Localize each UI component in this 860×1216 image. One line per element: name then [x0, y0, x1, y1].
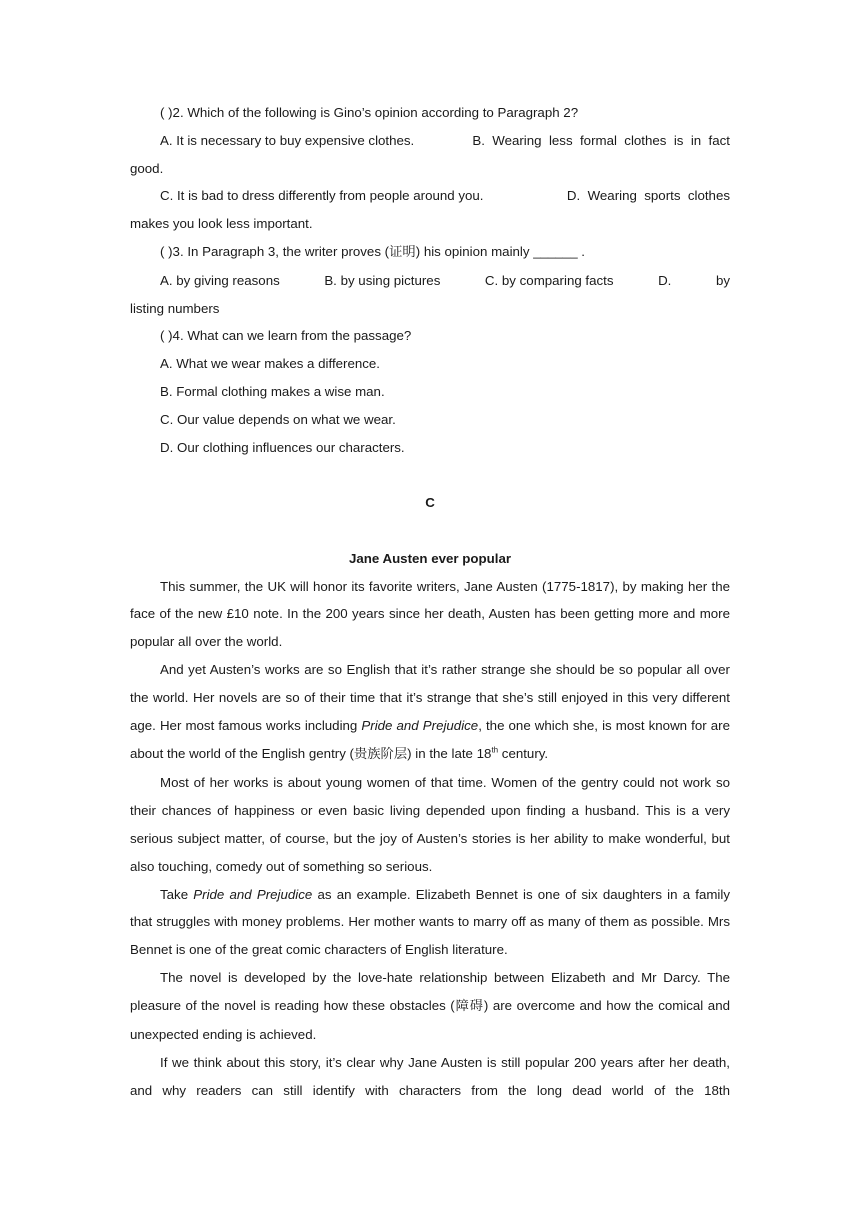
question-2-option-c: C. It is bad to dress differently from people around you.: [160, 188, 484, 204]
article-p2-superscript: th: [491, 745, 499, 755]
article-paragraph-4: [130, 881, 730, 965]
article-p5-text-b: ) are overcome and how the comical and unexpected ending is achieved.: [130, 998, 730, 1043]
article-paragraph-6: If we think about this story, it’s clear why Jane Austen is still popular 200 years after her death, and why readers can still identify with characters from the long dead world of the 18th: [130, 1054, 730, 1098]
question-3-option-d: D.: [658, 272, 672, 288]
article-paragraph-2: [130, 656, 730, 769]
article-p2-text-b: , the one which she, is most known for are about the world of the English gentry (: [130, 718, 730, 761]
article-p5-cjk-gloss: 障碍: [454, 999, 484, 1015]
article-p5-text-a: The novel is developed by the love-hate relationship between Elizabeth and Mr Darcy. The pleasure of the novel is reading how these obstacles (: [130, 970, 730, 1014]
article-p2-cjk-gloss: 贵族阶层: [353, 746, 408, 762]
article-title: Jane Austen ever popular: [348, 550, 512, 566]
article-p4-book-title: Pride and Prejudice: [193, 886, 313, 902]
article-p2-book-title: Pride and Prejudice: [361, 718, 479, 734]
question-4-option-c: C. Our value depends on what we wear.: [160, 411, 396, 427]
question-2-option-b: B. Wearing less formal clothes is in fact: [472, 132, 730, 148]
question-3-option-d-cont: listing numbers: [130, 300, 220, 316]
article-p4-text-a: Take: [160, 886, 194, 902]
article-paragraph-5: [130, 964, 730, 1049]
article-p2-text-c: ) in the late 18: [407, 745, 492, 761]
article-p2-text-a: And yet Austen’s works are so English that it’s rather strange she should be so popular all over the world. Her novels are so of their time that it’s strange that she’s still enjoyed in this very different age. Her most famous works including: [130, 662, 730, 734]
question-3-stem-cjk: 证明: [389, 244, 416, 260]
question-3-option-b: B. by using pictures: [324, 272, 441, 288]
question-3-options: [130, 267, 730, 295]
article-p4-text-b: as an example. Elizabeth Bennet is one of six daughters in a family that struggles with money problems. Her mother wants to marry off as many of them as possible. Mrs Bennet is one of the great comic characters of English literature.: [130, 886, 730, 958]
section-label: C: [425, 495, 435, 511]
question-4-option-a: A. What we wear makes a difference.: [160, 356, 380, 372]
question-3-option-d-word: by: [715, 272, 730, 288]
question-3-stem: [130, 238, 730, 267]
question-3-option-a: A. by giving reasons: [160, 272, 280, 288]
article-p2-text-d: century.: [498, 745, 549, 761]
question-2-option-a: A. It is necessary to buy expensive clothes.: [160, 132, 415, 148]
question-4-option-d: D. Our clothing influences our characters.: [160, 439, 405, 455]
article-paragraph-1: This summer, the UK will honor its favorite writers, Jane Austen (1775-1817), by making her the face of the new £10 note. In the 200 years since her death, Austen has been getting more and more popular all over the world.: [130, 578, 730, 650]
question-2-stem: ( )2. Which of the following is Gino’s opinion according to Paragraph 2?: [160, 105, 579, 120]
question-2-option-d: D. Wearing sports clothes: [566, 188, 730, 204]
article-paragraph-3: Most of her works is about young women of that time. Women of the gentry could not work so their chances of happiness or even basic living depended upon finding a husband. This is a very serious subject matter, of course, but the joy of Austen’s stories is her ability to make wonderful, but also touching, comedy out of something so serious.: [130, 774, 730, 874]
question-2-options-cd: [130, 182, 730, 210]
question-3-option-c: C. by comparing facts: [484, 272, 614, 288]
question-2-option-d-cont: makes you look less important.: [130, 216, 313, 232]
question-4-stem: ( )4. What can we learn from the passage?: [160, 328, 412, 344]
document-page: [130, 99, 730, 1105]
question-4-option-b: B. Formal clothing makes a wise man.: [160, 383, 385, 399]
question-3-stem-post: ) his opinion mainly ______ .: [415, 243, 585, 259]
question-2-option-b-cont: good.: [130, 160, 164, 176]
question-2-options-ab: [130, 127, 730, 155]
question-3-stem-pre: ( )3. In Paragraph 3, the writer proves (: [160, 243, 390, 259]
